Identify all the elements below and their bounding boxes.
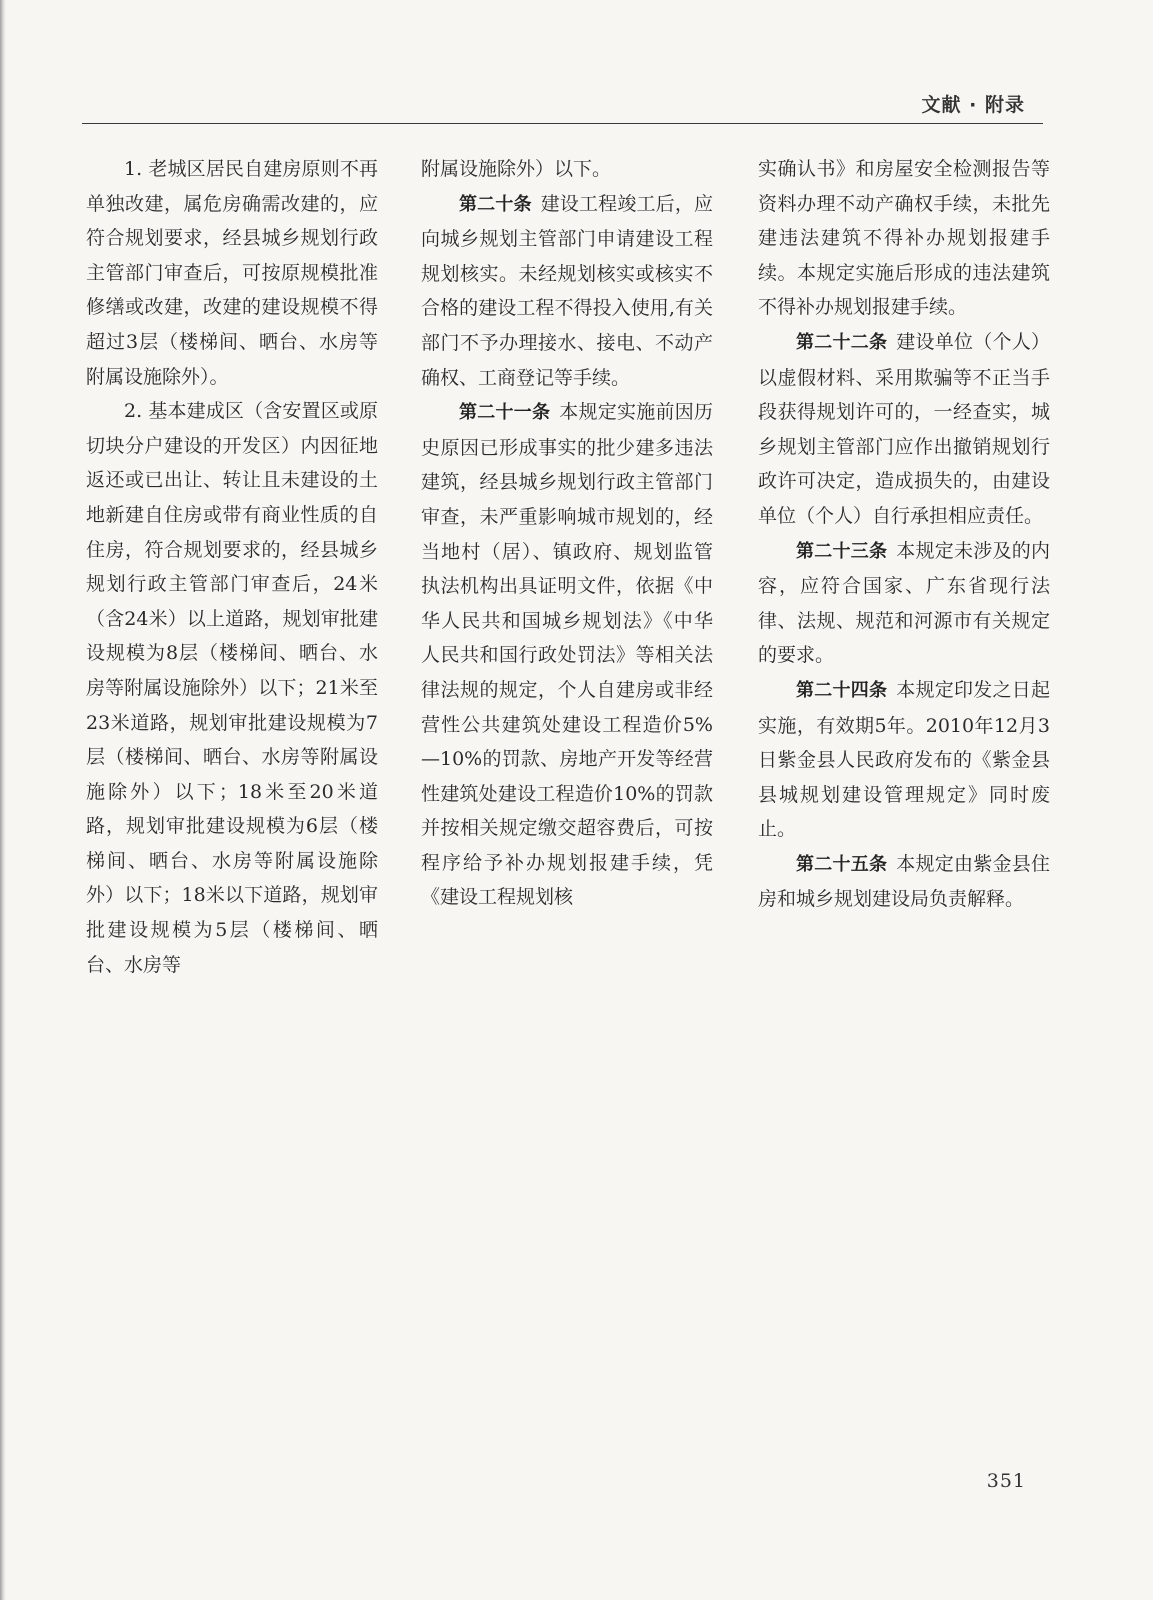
header-rule xyxy=(82,123,1043,124)
article-heading: 第二十条 xyxy=(459,193,532,215)
text-column-1 xyxy=(86,152,378,982)
paragraph-text: 实确认书》和房屋安全检测报告等资料办理不动产确权手续，未批先建违法建筑不得补办规划报建手续。本规定实施后形成的违法建筑不得补办规划报建手续。 xyxy=(758,158,1050,319)
article-heading: 第二十三条 xyxy=(796,540,888,562)
paragraph-text: 建设单位（个人）以虚假材料、采用欺骗等不正当手段获得规划许可的，一经查实，城乡规划主管部门应作出撤销规划行政许可决定，造成损失的，由建设单位（个人）自行承担相应责任。 xyxy=(758,330,1050,527)
paragraph xyxy=(758,847,1050,917)
paragraph xyxy=(86,394,378,982)
paragraph xyxy=(758,325,1050,534)
article-heading: 第二十四条 xyxy=(796,679,888,701)
paragraph-text: 本规定未涉及的内容，应符合国家、广东省现行法律、法规、规范和河源市有关规定的要求。 xyxy=(758,539,1050,667)
page-number: 351 xyxy=(986,1470,1026,1492)
paragraph-text: 建设工程竣工后，应向城乡规划主管部门申请建设工程规划核实。未经规划核实或核实不合格的建设工程不得投入使用,有关部门不予办理接水、接电、不动产确权、工商登记等手续。 xyxy=(421,192,713,389)
paragraph-text: 附属设施除外）以下。 xyxy=(421,158,612,180)
paragraph xyxy=(758,152,1050,325)
paragraph xyxy=(421,152,713,187)
article-heading: 第二十二条 xyxy=(796,331,888,353)
paragraph xyxy=(758,673,1050,847)
paragraph-text: 本规定由紫金县住房和城乡规划建设局负责解释。 xyxy=(758,852,1050,911)
scan-binding-edge xyxy=(0,0,6,1600)
paragraph xyxy=(421,395,713,915)
text-column-2 xyxy=(421,152,713,915)
paragraph xyxy=(421,187,713,396)
article-heading: 第二十五条 xyxy=(796,853,888,875)
section-header-title: 文献 · 附录 xyxy=(921,94,1025,116)
paragraph xyxy=(86,152,378,394)
paragraph-text: 本规定实施前因历史原因已形成事实的批少建多违法建筑，经县城乡规划行政主管部门审查，未严重影响城市规划的，经当地村（居）、镇政府、规划监管执法机构出具证明文件，依据《中华人民共和国城乡规划法》《中华人民共和国行政处罚法》等相关法律法规的规定，个人自建房或非经营性公共建筑处建设工程造价5%—10%的罚款、房地产开发等经营性建筑处建设工程造价10%的罚款并按相关规定缴交超容费后，可按程序给予补办规划报建手续，凭《建设工程规划核 xyxy=(421,401,713,909)
paragraph xyxy=(758,534,1050,673)
article-heading: 第二十一条 xyxy=(459,402,551,424)
paragraph-text: 2. 基本建成区（含安置区或原切块分户建设的开发区）内因征地返还或已出让、转让且未建设的土地新建自住房或带有商业性质的自住房，符合规划要求的，经县城乡规划行政主管部门审查后，24米（含24米）以上道路，规划审批建设规模为8层（楼梯间、晒台、水房等附属设施除外）以下；21米至23米道路，规划审批建设规模为7层（楼梯间、晒台、水房等附属设施除外）以下；18米至20米道路，规划审批建设规模为6层（楼梯间、晒台、水房等附属设施除外）以下；18米以下道路，规划审批建设规模为5层（楼梯间、晒台、水房等 xyxy=(86,400,378,976)
paragraph-text: 本规定印发之日起实施，有效期5年。2010年12月3日紫金县人民政府发布的《紫金县县城规划建设管理规定》同时废止。 xyxy=(758,678,1050,841)
paragraph-text: 1. 老城区居民自建房原则不再单独改建，属危房确需改建的，应符合规划要求，经县城乡规划行政主管部门审查后，可按原规模批准修缮或改建，改建的建设规模不得超过3层（楼梯间、晒台、水房等附属设施除外）。 xyxy=(86,158,378,388)
text-column-3 xyxy=(758,152,1050,917)
